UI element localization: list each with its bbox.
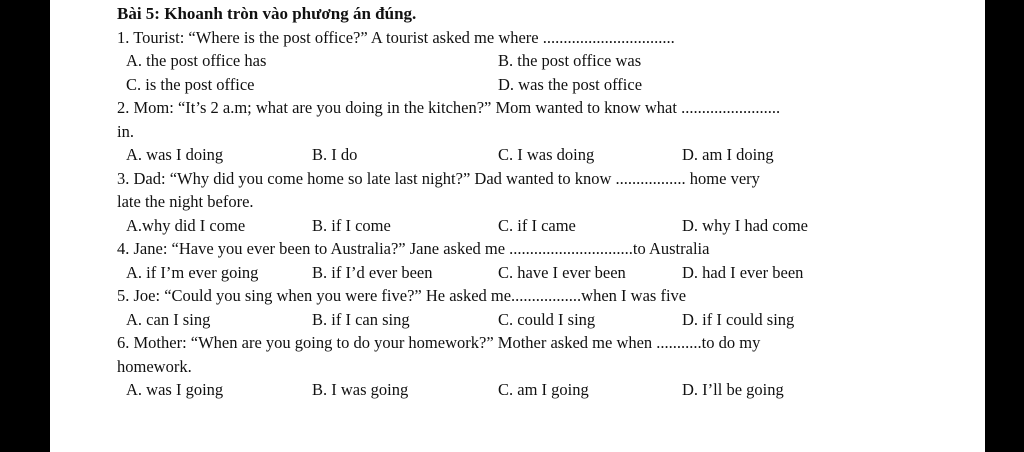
question-4-option-b[interactable]: B. if I’d ever been [312, 262, 433, 282]
question-3-options [117, 214, 917, 238]
question-3-option-d[interactable]: D. why I had come [682, 215, 809, 235]
question-6-text-cont: homework. [117, 356, 192, 376]
question-5-option-b[interactable]: B. if I can sing [312, 309, 410, 329]
question-3-option-c[interactable]: C. if I came [498, 215, 576, 235]
right-black-border [985, 0, 1024, 452]
question-3-option-a[interactable]: A.why did I come [126, 215, 246, 235]
question-1-option-a[interactable]: A. the post office has [126, 51, 267, 70]
question-5-text: 5. Joe: “Could you sing when you were five?” He asked me.................when I was five [117, 286, 687, 305]
question-6-options [117, 378, 917, 402]
question-4-options [117, 261, 917, 285]
question-3-text-cont: late the night before. [117, 192, 254, 211]
question-1-text: 1. Tourist: “Where is the post office?” A tourist asked me where ................................ [117, 27, 675, 47]
question-6-option-a[interactable]: A. was I going [126, 380, 224, 399]
question-4-option-d[interactable]: D. had I ever been [682, 262, 804, 282]
left-black-border [0, 0, 50, 452]
question-5-options [117, 308, 917, 332]
question-1-option-d[interactable]: D. was the post office [498, 74, 643, 94]
question-4-option-a[interactable]: A. if I’m ever going [126, 262, 259, 282]
question-5-option-c[interactable]: C. could I sing [498, 309, 596, 329]
exercise-document [117, 2, 917, 402]
question-1-option-c[interactable]: C. is the post office [126, 74, 255, 94]
question-2-option-a[interactable]: A. was I doing [126, 145, 224, 164]
question-1-options-row-2 [117, 73, 917, 97]
question-2-option-c[interactable]: C. I was doing [498, 145, 595, 164]
question-2-option-b[interactable]: B. I do [312, 145, 358, 164]
question-4-text: 4. Jane: “Have you ever been to Australia?” Jane asked me ..............................to Australia [117, 239, 710, 258]
question-4-option-c[interactable]: C. have I ever been [498, 262, 626, 282]
question-5-option-a[interactable]: A. can I sing [126, 309, 211, 329]
question-2-option-d[interactable]: D. am I doing [682, 145, 774, 164]
question-6-option-b[interactable]: B. I was going [312, 380, 409, 399]
question-6-option-c[interactable]: C. am I going [498, 380, 589, 399]
exercise-title: Bài 5: Khoanh tròn vào phương án đúng. [117, 4, 417, 23]
question-2-text: 2. Mom: “It’s 2 a.m; what are you doing in the kitchen?” Mom wanted to know what ........................ [117, 98, 781, 117]
question-1-options-row-1 [117, 49, 917, 73]
question-2-options [117, 143, 917, 167]
question-2-text-cont: in. [117, 121, 134, 141]
question-3-text: 3. Dad: “Why did you come home so late last night?” Dad wanted to know ................. home very [117, 168, 760, 188]
question-3-option-b[interactable]: B. if I come [312, 215, 391, 235]
question-5-option-d[interactable]: D. if I could sing [682, 309, 795, 329]
question-1-option-b[interactable]: B. the post office was [498, 51, 642, 70]
question-6-text: 6. Mother: “When are you going to do your homework?” Mother asked me when ...........to do my [117, 333, 761, 352]
question-6-option-d[interactable]: D. I’ll be going [682, 380, 784, 399]
